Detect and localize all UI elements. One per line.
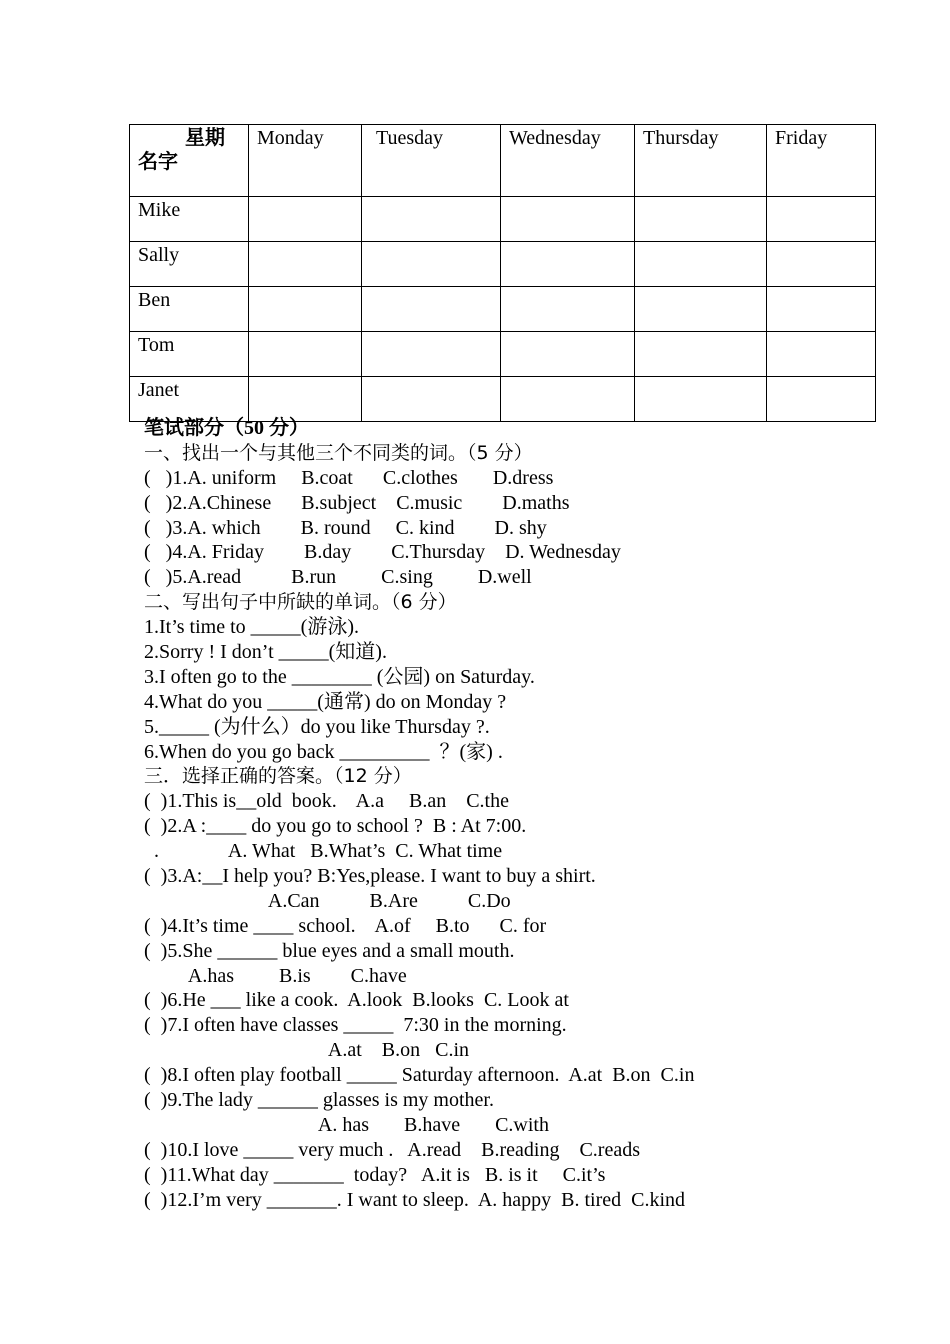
table-row xyxy=(130,377,876,422)
table-header-row xyxy=(130,125,876,197)
answer-cell[interactable] xyxy=(501,332,635,377)
question-line: 5._____ (为什么）do you like Thursday ?. xyxy=(144,715,490,738)
question-line: ( )8.I often play football _____ Saturday afternoon. A.at B.on C.in xyxy=(144,1064,695,1087)
question-line: ( )3.A. which B. round C. kind D. shy xyxy=(144,516,547,539)
answer-cell[interactable] xyxy=(767,377,876,422)
question-line: ( )9.The lady ______ glasses is my mother. xyxy=(144,1089,494,1112)
corner-weekday-label: 星期 xyxy=(185,127,225,149)
answer-cell[interactable] xyxy=(767,242,876,287)
question-line: ( )1.This is__old book. A.a B.an C.the xyxy=(144,790,509,813)
corner-cell xyxy=(130,125,249,197)
question-line: ( )11.What day _______ today? A.it is B. is it C.it’s xyxy=(144,1163,606,1186)
student-name: Ben xyxy=(130,287,249,332)
question-line: ( )2.A.Chinese B.subject C.music D.maths xyxy=(144,491,570,514)
answer-cell[interactable] xyxy=(635,197,767,242)
answer-cell[interactable] xyxy=(767,287,876,332)
options-line: A. has B.have C.with xyxy=(144,1113,549,1136)
options-line: A.at B.on C.in xyxy=(144,1039,470,1062)
answer-cell[interactable] xyxy=(635,287,767,332)
options-line: . A. What B.What’s C. What time xyxy=(144,840,503,863)
student-name: Sally xyxy=(130,242,249,287)
answer-cell[interactable] xyxy=(501,197,635,242)
answer-cell[interactable] xyxy=(249,377,362,422)
student-name: Janet xyxy=(130,377,249,422)
day-header: Friday xyxy=(767,125,876,197)
corner-name-label: 名字 xyxy=(138,151,178,173)
answer-cell[interactable] xyxy=(249,332,362,377)
question-line: 2.Sorry ! I don’t _____(知道). xyxy=(144,641,387,664)
answer-cell[interactable] xyxy=(501,242,635,287)
written-heading: 笔试部分（50 分） xyxy=(144,417,309,439)
part1-title: 一、找出一个与其他三个不同类的词。（5 分） xyxy=(144,441,533,464)
day-header: Thursday xyxy=(635,125,767,197)
question-line: ( )12.I’m very _______. I want to sleep. A. happy B. tired C.kind xyxy=(144,1188,686,1211)
answer-cell[interactable] xyxy=(767,332,876,377)
day-header: Tuesday xyxy=(362,125,501,197)
part3-title: 三．选择正确的答案。（12 分） xyxy=(144,765,412,788)
question-line: ( )5.A.read B.run C.sing D.well xyxy=(144,566,532,589)
schedule-table xyxy=(129,124,876,422)
options-line: A.has B.is C.have xyxy=(144,964,407,987)
question-line: ( )4.It’s time ____ school. A.of B.to C. for xyxy=(144,914,547,937)
question-line: ( )10.I love _____ very much . A.read B.reading C.reads xyxy=(144,1138,640,1161)
answer-cell[interactable] xyxy=(635,332,767,377)
table-row xyxy=(130,287,876,332)
answer-cell[interactable] xyxy=(362,287,501,332)
answer-cell[interactable] xyxy=(362,242,501,287)
day-header: Wednesday xyxy=(501,125,635,197)
answer-cell[interactable] xyxy=(501,287,635,332)
answer-cell[interactable] xyxy=(249,242,362,287)
question-line: 1.It’s time to _____(游泳). xyxy=(144,616,359,639)
answer-cell[interactable] xyxy=(635,377,767,422)
question-line: ( )1.A. uniform B.coat C.clothes D.dress xyxy=(144,466,554,489)
options-line: A.Can B.Are C.Do xyxy=(144,889,511,912)
student-name: Tom xyxy=(130,332,249,377)
question-line: ( )4.A. Friday B.day C.Thursday D. Wednesday xyxy=(144,541,621,564)
question-line: 3.I often go to the ________ (公园) on Saturday. xyxy=(144,665,535,688)
answer-cell[interactable] xyxy=(362,377,501,422)
answer-cell[interactable] xyxy=(362,332,501,377)
answer-cell[interactable] xyxy=(362,197,501,242)
answer-cell[interactable] xyxy=(249,197,362,242)
table-row xyxy=(130,197,876,242)
question-line: ( )2.A :____ do you go to school ? B : At 7:00. xyxy=(144,815,527,838)
day-header: Monday xyxy=(249,125,362,197)
answer-cell[interactable] xyxy=(635,242,767,287)
answer-cell[interactable] xyxy=(249,287,362,332)
question-line: ( )7.I often have classes _____ 7:30 in the morning. xyxy=(144,1014,567,1037)
answer-cell[interactable] xyxy=(501,377,635,422)
question-line: ( )6.He ___ like a cook. A.look B.looks C. Look at xyxy=(144,989,569,1012)
question-line: 4.What do you _____(通常) do on Monday ? xyxy=(144,690,507,713)
question-line: ( )3.A:__I help you? B:Yes,please. I want to buy a shirt. xyxy=(144,865,596,888)
answer-cell[interactable] xyxy=(767,197,876,242)
question-line: 6.When do you go back _________ ？(家) . xyxy=(144,740,503,763)
written-section xyxy=(144,416,864,1213)
question-line: ( )5.She ______ blue eyes and a small mouth. xyxy=(144,939,515,962)
table-row xyxy=(130,332,876,377)
part2-title: 二、写出句子中所缺的单词。（6 分） xyxy=(144,591,457,614)
table-row xyxy=(130,242,876,287)
student-name: Mike xyxy=(130,197,249,242)
